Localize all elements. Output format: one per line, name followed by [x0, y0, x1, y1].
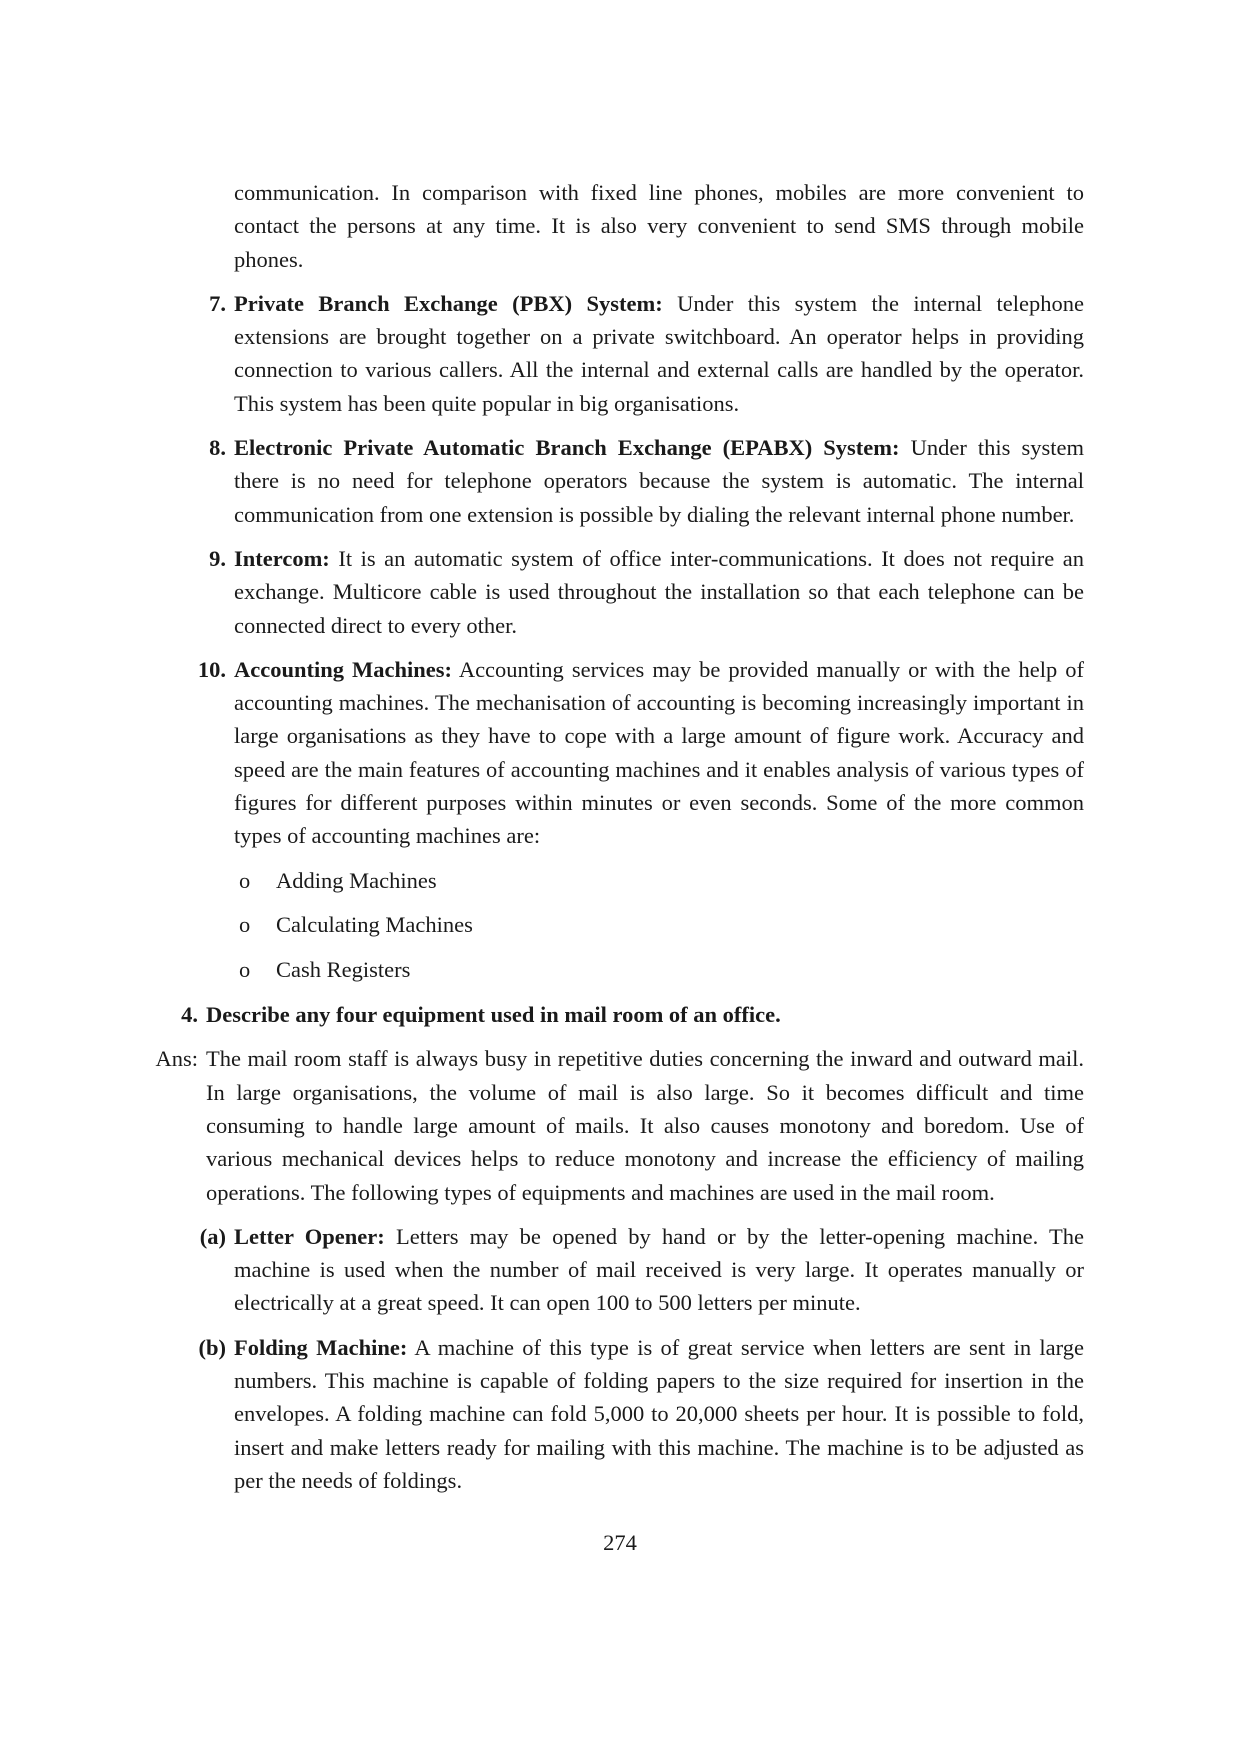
bullet-text: Calculating Machines	[276, 912, 473, 938]
sub-item-body: A machine of this type is of great service when letters are sent in large numbers. This machine is capable of folding papers to the size required for insertion in the envelopes. A folding machine can fold 5,000 to 20,000 sheets per hour. It is possible to fold, insert and make letters ready for mailing with this machine. The machine is to be adjusted as per the needs of foldings.	[234, 1334, 1084, 1493]
sub-item-folding-machine	[198, 1331, 1084, 1497]
bullet-text: Cash Registers	[276, 957, 411, 983]
page-number: 274	[603, 1530, 637, 1555]
question-heading	[181, 998, 1084, 1031]
sub-item-heading: Folding Machine:	[234, 1334, 408, 1360]
item-heading: Intercom:	[234, 545, 330, 571]
item-body: Accounting services may be provided manually or with the help of accounting machines. The mechanisation of accounting is becoming increasingly important in large organisations as they have to cope with a large amount of figure work. Accuracy and speed are the main features of accounting machines and it enables analysis of various types of figures for different purposes within minutes or even seconds. Some of the more common types of accounting machines are:	[234, 656, 1084, 849]
sub-item-body: Letters may be opened by hand or by the letter-opening machine. The machine is used when the number of mail received is very large. It operates manually or electrically at a great speed. It can open 100 to 500 letters per minute.	[234, 1223, 1085, 1316]
bullet-marker: o	[239, 867, 251, 893]
accounting-machine-types	[239, 864, 1240, 987]
list-item-intercom	[209, 542, 1084, 642]
answer-label: Ans:	[155, 1046, 198, 1072]
answer-paragraph	[155, 1042, 1084, 1208]
sub-item-heading: Letter Opener:	[234, 1223, 385, 1249]
question-number: 4.	[181, 1002, 198, 1028]
bullet-marker: o	[239, 912, 251, 938]
bullet-text: Adding Machines	[276, 867, 437, 893]
item-body: Under this system the internal telephone extensions are brought together on a private switchboard. An operator helps in providing connection to various callers. All the internal and external calls are handled by the operator. This system has been quite popular in big organisations.	[234, 290, 1084, 416]
bullet-marker: o	[239, 957, 251, 983]
item-heading: Accounting Machines:	[234, 656, 453, 682]
list-item	[239, 864, 1240, 897]
answer-text: The mail room staff is always busy in repetitive duties concerning the inward and outward mail. In large organisations, the volume of mail is also large. So it becomes difficult and time consuming to handle large amount of mails. It also causes monotony and boredom. Use of various mechanical devices helps to reduce monotony and increase the efficiency of mailing operations. The following types of equipments and machines are used in the mail room.	[206, 1046, 1084, 1205]
intro-paragraph: communication. In comparison with fixed line phones, mobiles are more convenient to contact the persons at any time. It is also very convenient to send SMS through mobile phones.	[234, 180, 1084, 272]
item-heading: Private Branch Exchange (PBX) System:	[234, 290, 663, 316]
sub-item-label: (b)	[198, 1334, 226, 1360]
item-heading: Electronic Private Automatic Branch Exchange (EPABX) System:	[234, 435, 900, 461]
page-content	[0, 176, 1240, 1497]
list-item-accounting-machines	[197, 653, 1084, 853]
question-text: Describe any four equipment used in mail room of an office.	[206, 1002, 781, 1028]
item-number: 7.	[209, 290, 226, 316]
list-item-epabx	[209, 431, 1084, 531]
list-item	[239, 953, 1240, 986]
sub-item-label: (a)	[199, 1223, 226, 1249]
item-number: 8.	[209, 435, 226, 461]
sub-item-letter-opener	[199, 1220, 1085, 1320]
item-number: 10.	[197, 656, 226, 682]
list-item	[239, 908, 1240, 941]
item-number: 9.	[209, 545, 226, 571]
item-body: It is an automatic system of office inter-communications. It does not require an exchange. Multicore cable is used throughout the installation so that each telephone can be connected direct to every other.	[234, 545, 1084, 638]
list-item-pbx	[209, 287, 1084, 420]
item-body: Under this system there is no need for telephone operators because the system is automatic. The internal communication from one extension is possible by dialing the relevant internal phone number.	[234, 435, 1084, 527]
